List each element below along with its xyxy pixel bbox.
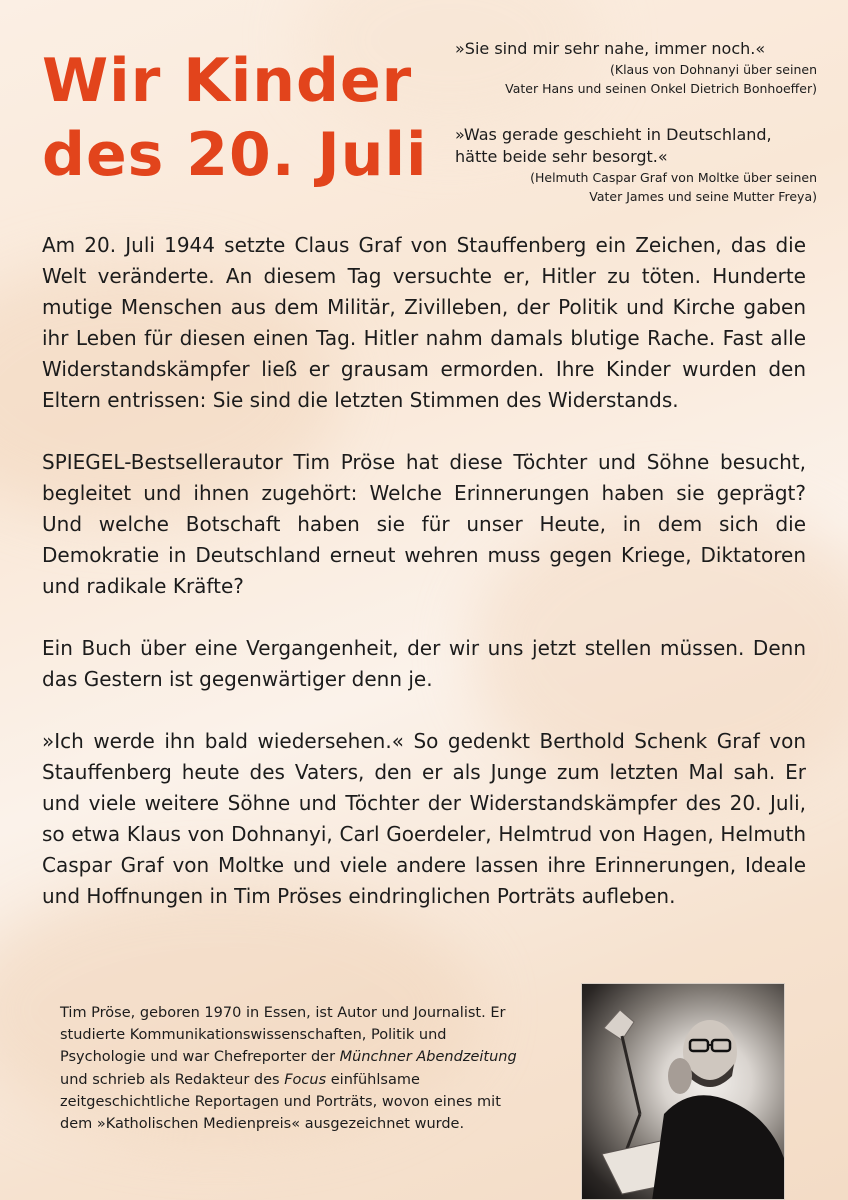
quote-source: Vater Hans und seinen Onkel Dietrich Bonhoeffer) [505, 81, 817, 96]
quote-text: »Was gerade geschieht in Deutschland, [455, 125, 772, 144]
book-title-line: Wir Kinder [42, 46, 413, 116]
bio-newspaper: Münchner Abendzeitung [339, 1049, 517, 1066]
blurb-paragraph: Ein Buch über eine Vergangenheit, der wir uns jetzt stellen müssen. Denn das Gestern ist gegenwärtiger denn je. [42, 636, 806, 691]
author-bio [60, 1002, 530, 1135]
blurb-paragraph: »Ich werde ihn bald wiedersehen.« So gedenkt Berthold Schenk Graf von Stauffenberg heute des Vaters, den er als Junge zum letzten Mal sah. Er und viele weitere Söhne und Töchter der Widerstandskämpfer des 20. Juli, so etwa Klaus von Dohnanyi, Carl Goerdeler, Helmtrud von Hagen, Helmuth Caspar Graf von Moltke und viele andere lassen ihre Erinnerungen, Ideale und Hoffnungen in Tim Pröses eindringlichen Porträts aufleben. [42, 729, 806, 908]
quote-source: Vater James und seine Mutter Freya) [589, 189, 817, 204]
bio-text: Tim Pröse, geboren 1970 in Essen, ist Autor und Journalist. Er studierte Kommunikationswissenschaften, Politik und Psychologie und war Chefreporter der [60, 1005, 506, 1066]
book-title [42, 44, 428, 192]
blurb-paragraph: SPIEGEL-Bestsellerautor Tim Pröse hat diese Töchter und Söhne besucht, begleitet und ihnen zugehört: Welche Erinnerungen haben sie geprägt? Und welche Botschaft haben sie für unser Heute, in dem sich die Demokratie in Deutschland erneut wehren muss gegen Kriege, Diktatoren und radikale Kräfte? [42, 450, 806, 598]
quote-source: (Klaus von Dohnanyi über seinen [610, 62, 817, 77]
quote-text: »Sie sind mir sehr nahe, immer noch.« [455, 39, 766, 58]
quote-source: (Helmuth Caspar Graf von Moltke über seinen [530, 170, 817, 185]
author-photo [581, 983, 785, 1200]
blurb-paragraph: Am 20. Juli 1944 setzte Claus Graf von Stauffenberg ein Zeichen, das die Welt veränderte. An diesem Tag versuchte er, Hitler zu töten. Hunderte mutige Menschen aus dem Militär, Zivilleben, der Politik und Kirche gaben ihr Leben für diesen einen Tag. Hitler nahm damals blutige Rache. Fast alle Widerstandskämpfer ließ er grausam ermorden. Ihre Kinder wurden den Eltern entrissen: Sie sind die letzten Stimmen des Widerstands. [42, 233, 806, 412]
bio-magazine: Focus [284, 1071, 327, 1088]
blurb-text [42, 230, 806, 943]
bio-text: einfühlsame zeitgeschichtliche Reportagen und Porträts, wovon eines mit dem »Katholischen Medienpreis« ausgezeichnet wurde. [60, 1071, 501, 1133]
author-portrait-image [582, 984, 785, 1200]
quote-text: hätte beide sehr besorgt.« [455, 147, 668, 166]
pull-quote [455, 124, 817, 206]
bio-text: und schrieb als Redakteur des [60, 1071, 285, 1088]
pull-quote [455, 38, 817, 98]
book-title-line: des 20. Juli [42, 120, 428, 190]
